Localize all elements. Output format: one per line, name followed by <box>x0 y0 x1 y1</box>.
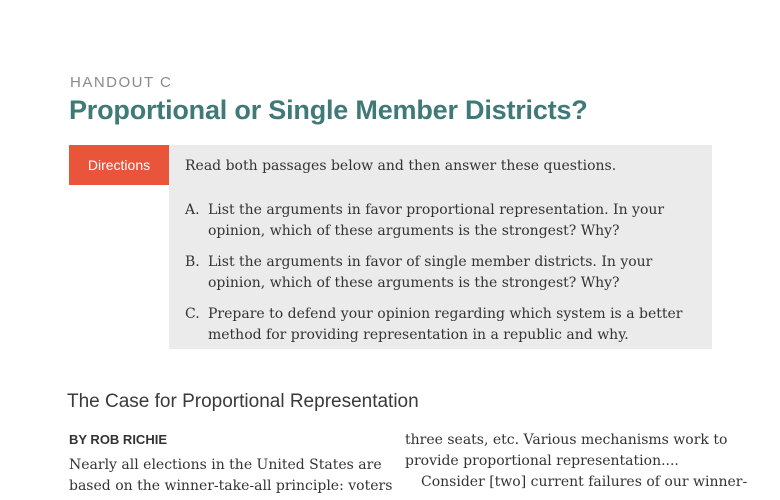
article-column-right <box>405 430 748 493</box>
paragraph-line: provide proportional representation.... <box>405 453 679 469</box>
directions-intro: Read both passages below and then answer these questions. <box>185 158 617 174</box>
question-text: Prepare to defend your opinion regarding which system is a better method for providing representation in a republic and why. <box>208 306 683 343</box>
question-letter: C. <box>185 306 200 322</box>
question-letter: A. <box>185 202 200 218</box>
section-heading: The Case for Proportional Representation <box>67 391 419 412</box>
handout-label: HANDOUT C <box>70 74 173 91</box>
article-column-left <box>69 455 393 497</box>
question-letter: B. <box>185 254 200 270</box>
author-byline: BY ROB RICHIE <box>69 432 167 447</box>
question-b <box>185 252 705 294</box>
page-title: Proportional or Single Member Districts? <box>69 95 588 125</box>
paragraph-line: based on the winner-take-all principle: voters <box>69 478 393 494</box>
question-list <box>185 200 705 356</box>
question-a <box>185 200 705 242</box>
question-text: List the arguments in favor of single member districts. In your opinion, which of these arguments is the strongest? Why? <box>208 254 653 291</box>
paragraph-line: three seats, etc. Various mechanisms work to <box>405 432 728 448</box>
question-c <box>185 304 705 346</box>
question-text: List the arguments in favor proportional representation. In your opinion, which of these arguments is the strongest? Why? <box>208 202 665 239</box>
directions-tab: Directions <box>69 145 169 185</box>
paragraph-line: Consider [two] current failures of our winner- <box>421 474 748 490</box>
paragraph-line: Nearly all elections in the United States are <box>69 457 382 473</box>
